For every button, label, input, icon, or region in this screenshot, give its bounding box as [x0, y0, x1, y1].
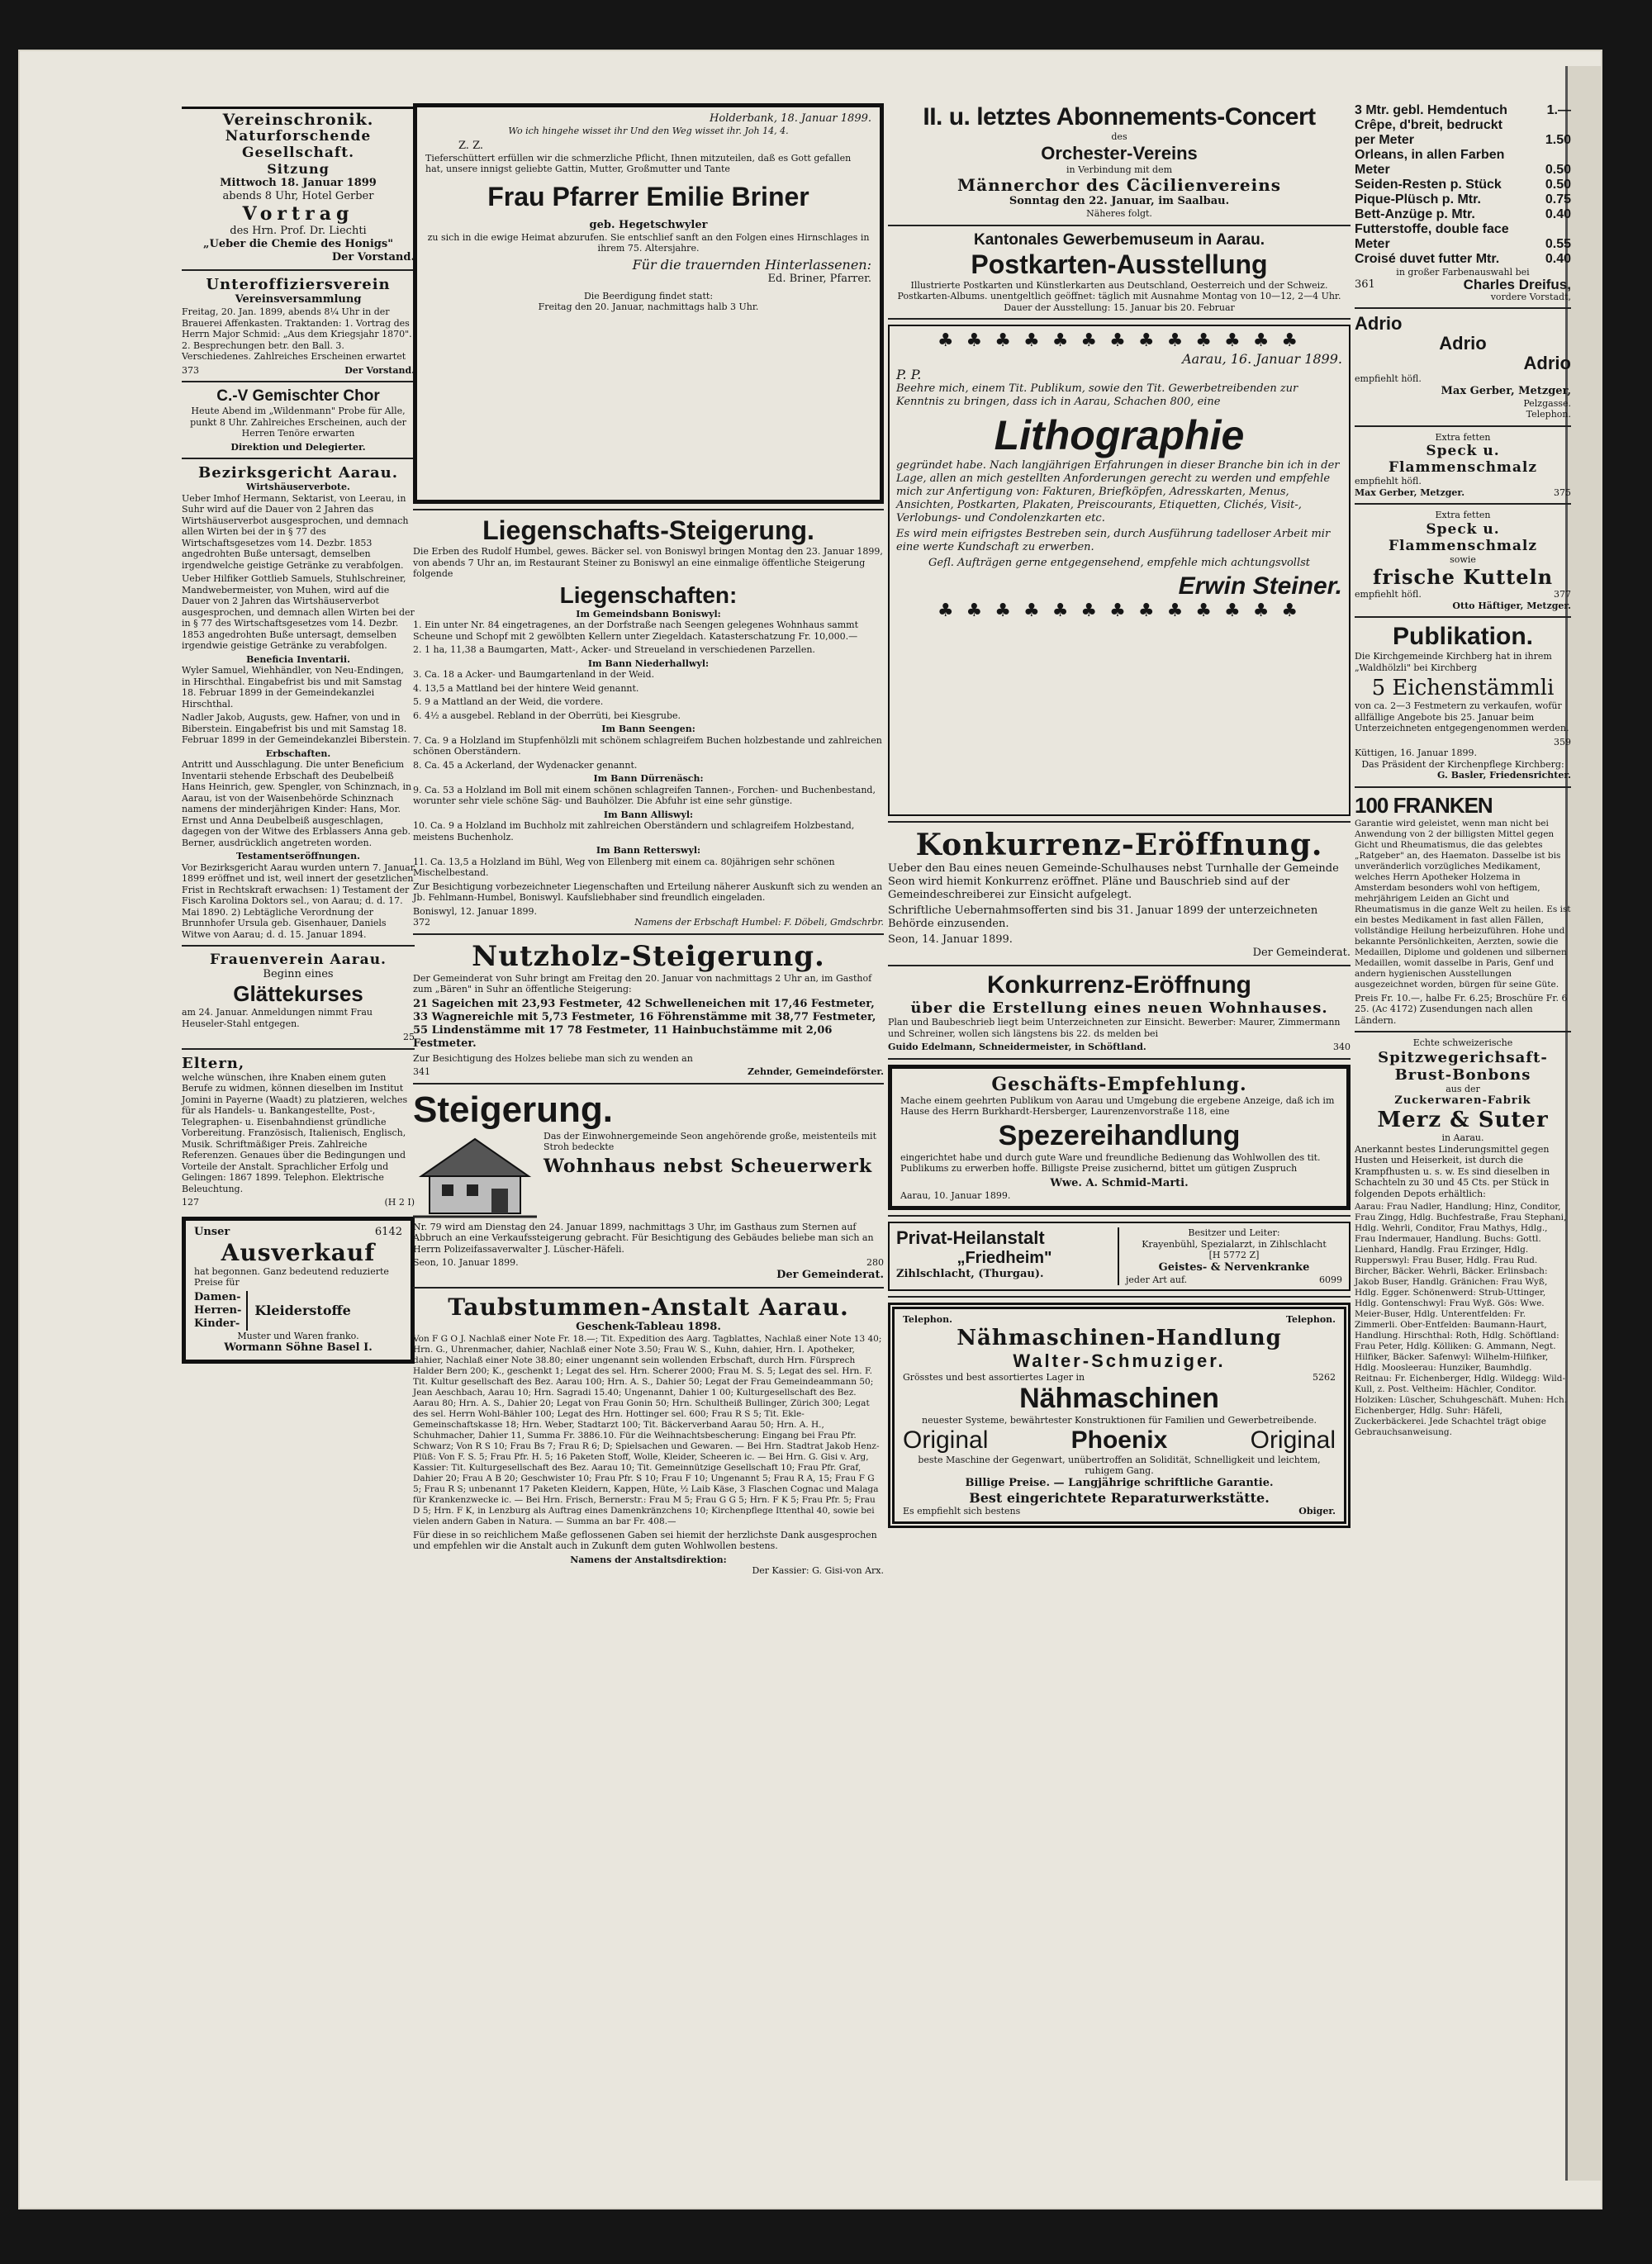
gew-title: Kantonales Gewerbemuseum in Aarau.: [974, 230, 1265, 249]
naeh-lager: Grösstes und best assortiertes Lager in: [903, 1371, 1085, 1383]
ausv-body: hat begonnen. Ganz bedeutend reduzierte Preise für: [194, 1265, 389, 1288]
lieg-outro: Zur Besichtigung vorbezeichneter Liegenschaften und Erteilung näherer Auskunft sich zu wenden an Jb. Fehlmann-Humbel, Boniswyl. Kaufsliebhaber sind freundlich eingeladen.: [413, 880, 883, 903]
lith-pp: P. P.: [896, 367, 922, 382]
todes-intro: Tieferschüttert erfüllen wir die schmerzliche Pflicht, Ihnen mitzuteilen, daß es Gott gefallen hat, unsere innigst geliebte Gattin, Mutter, Großmutter und Tante: [425, 152, 852, 174]
unteroffiziers-sign: Der Vorstand.: [344, 364, 415, 376]
konk2-sub: über die Erstellung eines neuen Wohnhauses.: [910, 999, 1328, 1017]
adrio-ad: [1355, 314, 1571, 373]
naeh-systems: neuester Systeme, bewährtester Konstruktionen für Familien und Gewerbetreibende.: [922, 1415, 1317, 1426]
naeh-sign: Obiger.: [1298, 1505, 1336, 1516]
naeh-orig2: Original: [1250, 1426, 1336, 1454]
ausv-firm: Wormann Söhne Basel I.: [224, 1341, 373, 1354]
naeh-sub: Nähmaschinen: [1019, 1383, 1219, 1414]
spitz-in: in Aarau.: [1441, 1132, 1484, 1143]
publ-num: 359: [1554, 736, 1571, 748]
wirts-body2: Ueber Hilfiker Gottlieb Samuels, Stuhlschreiner, Mandwebermeister, von Muhen, wird auf die Dauer von 2 Jahren das Wirtshäuserverbot ausgesprochen, und demnach allen Wirten bei der in § 77 des Wirtschaftsgesetzes vom 14. Dezbr. 1853 angedrohten Buße untersagt, demselben irgendwie geistige Getränke zu verabfolgen.: [182, 573, 415, 651]
frauen-kurs: Glättekurses: [233, 981, 363, 1006]
benef-body1: Wyler Samuel, Wiehhändler, von Neu-Endingen, in Hirschthal. Eingabefrist bis und mit Samstag 18. Februar 1899 in der Gemeindekanzlei Hirschthal.: [182, 665, 405, 710]
heil-jeder: jeder Art auf.: [1126, 1274, 1188, 1285]
tuch-item-2: per Meter: [1355, 133, 1415, 147]
adrio-tel: Telephon.: [1526, 409, 1571, 420]
tuch-item-1: Crêpe, d'breit, bedruckt: [1355, 118, 1502, 132]
lieg-item-4: 4. 13,5 a Mattland bei der hintere Weid genannt.: [413, 682, 639, 694]
abon-verb: in Verbindung mit dem: [1066, 164, 1173, 175]
speck1-sign: Max Gerber, Metzger.: [1355, 486, 1465, 498]
todes-initials: Z. Z.: [458, 139, 484, 152]
naturforschende-sitzung: Sitzung: [267, 161, 330, 177]
tuch-item-7: Bett-Anzüge p. Mtr.: [1355, 207, 1475, 221]
konk1-body: Ueber den Bau eines neuen Gemeinde-Schulhauses nebst Turnhalle der Gemeinde Seon wird hiemit Konkurrenz eröffnet. Pläne und Bauschrieb sind auf der Gemeindeschreiberei zur Einsicht aufgelegt.: [888, 862, 1339, 901]
lieg-sign: Namens der Erbschaft Humbel: F. Döbeli, Gmdschrbr.: [634, 917, 884, 928]
heil-name: „Friedheim": [957, 1249, 1052, 1267]
todes-name: Frau Pfarrer Emilie Briner: [487, 181, 809, 211]
heilanstalt-ad: [888, 1222, 1351, 1291]
speck1-title: Speck u. Flammenschmalz: [1388, 443, 1538, 476]
fr-body: Garantie wird geleistet, wenn man nicht bei Anwendung von 2 der billigsten Mittel gegen Gicht und Rheumatismus, die das gelebtes „Ratgeber" an, des Haematon. Dasselbe ist bis unveränderlich vorzügliches Medikament, welches Herrn Apotheker Holzema in Amsterdam besonders wohl von heftigem, mehrjährigem Leiden an Gicht und Rheumatismus in die ganze Welt zu heilen. Es ist ein bestes Medikament in fast allen Fällen, vollständige Heilung herbeizuführen. Hohe und bekannte Persönlichkeiten, Aerzten, sowie die Medaillen, Diplome und goldenen und silbernen Medaillen, womit dasselbe in Paris, Genf und andern hygienischen Ausstellungen ausgezeichnet worden, bürgen für seine Güte.: [1355, 818, 1571, 990]
lieg-item-6: 6. 4½ a ausgebel. Rebland in der Oberrüti, bei Kiesgrube.: [413, 710, 681, 721]
test-title: Testamentseröffnungen.: [236, 851, 360, 861]
tuch-num: 361: [1355, 278, 1375, 291]
gesch-title: Geschäfts-Empfehlung.: [991, 1073, 1247, 1095]
tuch-item-3: Orleans, in allen Farben: [1355, 148, 1505, 162]
heil-doc: Krayenbühl, Spezialarzt, in Zihlschlacht: [1142, 1238, 1327, 1250]
konk2-title: Konkurrenz-Eröffnung: [987, 971, 1251, 999]
lieg-item-10: 10. Ca. 9 a Holzland im Buchholz mit zahlreichen Oberständern und schlagreifem Holzbestand, meistens Buchenholz.: [413, 820, 855, 842]
publ-sub: 5 Eichenstämmli: [1371, 676, 1555, 700]
konk1-sign: Der Gemeinderat.: [1252, 947, 1351, 959]
adrio-2: Adrio: [1439, 333, 1487, 354]
spitz-aus: aus der: [1446, 1083, 1480, 1094]
speck2-num: 377: [1554, 589, 1571, 600]
ausv-item-damen: Damen-: [194, 1290, 241, 1303]
column-1: [182, 103, 415, 1364]
todes-verse: Wo ich hingehe wisset ihr Und den Weg wisset ihr. Joh 14, 4.: [508, 126, 789, 136]
column-2: [413, 103, 884, 1577]
wirts-body1: Ueber Imhof Hermann, Sektarist, von Leerau, in Suhr wird auf die Dauer von 2 Jahren das Wirtshäuserverbot ausgesprochen, und demnach allen Wirten bei der in § 77 des Wirtschaftsgesetzes vom 14. Dezbr. 1853 angedrohten Buße untersagt, demselben irgendwelche geistige Getränke zu verabfolgen.: [182, 492, 409, 571]
taub-sign1: Namens der Anstaltsdirektion:: [570, 1554, 727, 1565]
erb-title: Erbschaften.: [265, 748, 331, 759]
adrio-3: Adrio: [1523, 353, 1571, 373]
adrio-addr: Pelzgasse.: [1523, 397, 1571, 409]
tuch-price-0: 1.—: [1546, 103, 1571, 117]
spitz-fabrik: Zuckerwaren-Fabrik: [1394, 1094, 1531, 1107]
lieg-item-8: 8. Ca. 45 a Ackerland, der Wydenacker genannt.: [413, 759, 638, 771]
adrio-empf: empfiehlt höfl.: [1355, 373, 1422, 384]
naehmaschinen-ad: [888, 1303, 1351, 1528]
lieg-intro: Die Erben des Rudolf Humbel, gewes. Bäcker sel. von Boniswyl bringen Montag den 23. Januar 1899, von abends 7 Uhr an, im Restaurant Steiner zu Boniswyl an eine einmalige öffentliche Steigerung folgende: [413, 546, 883, 579]
wirts-title: Wirtshäuserverbote.: [246, 482, 350, 492]
lith-sign: Erwin Steiner.: [1178, 572, 1342, 600]
steig-body: Nr. 79 wird am Dienstag den 24. Januar 1899, nachmittags 3 Uhr, im Gasthaus zum Sternen auf Abbruch an eine Verkaufssteigerung gebracht. Für Besichtigung des Gebäudes beliebe man sich an Herrn Polizeifassaverwalter J. Lüscher-Häfeli.: [413, 1221, 874, 1255]
lieg-bann1: Im Gemeindsbann Boniswyl:: [576, 608, 721, 619]
naturforschende-title: Naturforschende Gesellschaft.: [225, 128, 372, 161]
unteroffiziers-body: Freitag, 20. Jan. 1899, abends 8¼ Uhr in der Brauerei Affenkasten. Traktanden: 1. Vortrag des Herrn Major Schmid: „Aus dem Kriegsjahr 1870". 2. Besprechungen betr. den Ball. 3. Verschiedenes. Zahlreiches Erscheinen erwartet: [182, 306, 412, 362]
tuch-firm: Charles Dreifus,: [1463, 276, 1571, 292]
nutz-body: Der Gemeinderat von Suhr bringt am Freitag den 20. Januar von nachmittags 2 Uhr an, im Gasthof zum „Bären" in Suhr an öffentliche Steigerung:: [413, 972, 872, 994]
post-title: Postkarten-Ausstellung: [971, 249, 1268, 279]
ausv-title: Ausverkauf: [221, 1238, 376, 1266]
naeh-phoenix-desc: beste Maschine der Gegenwart, unübertroffen an Solidität, Schnelligkeit und leichtem, ruhigem Gang.: [918, 1454, 1321, 1476]
spitz-body: Anerkannt bestes Linderungsmittel gegen Husten und Heiserkeit, ist durch die Krampfhusten u. s. w. Es sind dieselben in Schachteln zu 30 und 45 Cts. per Stück in folgenden Depots erhältlich:: [1355, 1143, 1550, 1199]
naeh-num: 5262: [1313, 1371, 1336, 1383]
gesch-intro: Mache einem geehrten Publikum von Aarau und Umgebung die ergebene Anzeige, daß ich im Hause des Herrn Burkhardt-Hersberger, Laurenzenvorstraße 118, eine: [900, 1094, 1335, 1117]
eltern-ref: (H 2 I): [384, 1197, 415, 1208]
naturforschende-sign: Der Vorstand.: [331, 251, 415, 263]
lieg-item-9: 9. Ca. 53 a Holzland im Boll mit einem schönen schlagreifen Tannen-, Forchen- und Buchenbestand, worunter sehr viele schöne Säg- und Bauhölzer. Die Abfuhr ist eine sehr günstige.: [413, 784, 876, 806]
naeh-empf: Es empfiehlt sich bestens: [903, 1505, 1021, 1516]
heil-kranke: Geistes- & Nervenkranke: [1158, 1260, 1310, 1274]
steig-date: Seon, 10. Januar 1899.: [413, 1257, 519, 1268]
tuch-price-2: 1.50: [1545, 133, 1571, 147]
publ-title: Publikation.: [1392, 623, 1533, 650]
nutz-outro: Zur Besichtigung des Holzes beliebe man sich zu wenden an: [413, 1052, 693, 1064]
steig-intro: Das der Einwohnergemeinde Seon angehörende große, meistenteils mit Stroh bedeckte: [544, 1130, 876, 1152]
lith-body3: Gefl. Aufträgen gerne entgegensehend, empfehle mich achtungsvollst: [928, 557, 1311, 569]
konk1-body2: Schriftliche Uebernahmsofferten sind bis 31. Januar 1899 der unterzeichneten Behörde einzusenden.: [888, 904, 1318, 930]
spitz-title2: Brust-Bonbons: [1394, 1066, 1531, 1084]
todes-body: zu sich in die ewige Heimat abzurufen. Sie entschlief sanft an den Folgen eines Hirnschlages in ihrem 75. Altersjahre.: [427, 231, 870, 254]
column-4: [1355, 103, 1571, 1441]
naeh-preise: Billige Preise. — Langjährige schriftliche Garantie.: [965, 1476, 1274, 1489]
naeh-tel2: Telephon.: [1286, 1314, 1336, 1325]
adrio-1: Adrio: [1355, 313, 1403, 334]
lieg-item-7: 7. Ca. 9 a Holzland im Stupfenhölzli mit schönem schlagreifem Buchen holzbestande und zahlreichen schönen Oberständern.: [413, 734, 882, 757]
speck2-extra: Extra fetten: [1435, 510, 1491, 520]
spitz-echte: Echte schweizerische: [1412, 1037, 1513, 1048]
speck1-extra: Extra fetten: [1435, 431, 1491, 443]
farmhouse-illustration: [413, 1131, 537, 1222]
lieg-sub: Liegenschaften:: [559, 581, 738, 608]
tuch-price-6: 0.75: [1545, 192, 1571, 206]
post-body: Illustrierte Postkarten und Künstlerkarten aus Deutschland, Oesterreich und der Schweiz. Postkarten-Albums. unentgeltlich geöffnet: täglich mit Ausnahme Montag von 10—12, 2—4 Uhr. Dauer der Ausstellung: 15. Januar bis 20. Februar: [897, 279, 1341, 313]
speck2-sign: Otto Häftiger, Metzger.: [1452, 600, 1571, 611]
lith-body2: Es wird mein eifrigstes Bestreben sein, durch Ausführung tadelloser Arbeit mir eine werte Kundschaft zu erwerben.: [896, 528, 1331, 553]
ausv-item-herren: Herren-: [194, 1303, 242, 1317]
frauen-body: am 24. Januar. Anmeldungen nimmt Frau Heuseler-Stahl entgegen.: [182, 1007, 373, 1029]
fr-title: 100 FRANKEN: [1355, 792, 1493, 818]
todes-geb: geb. Hegetschwyler: [589, 218, 708, 231]
lieg-bann2: Im Bann Niederhallwyl:: [587, 657, 710, 669]
tuch-item-0: 3 Mtr. gebl. Hemdentuch: [1355, 103, 1507, 117]
tuch-item-8: Futterstoffe, double face: [1355, 222, 1509, 236]
lith-title: Lithographie: [994, 412, 1245, 458]
tuch-price-10: 0.40: [1545, 252, 1571, 266]
ausv-num: 6142: [374, 1225, 402, 1238]
ausv-unser: Unser: [194, 1225, 230, 1238]
benef-title: Beneficia Inventarii.: [246, 653, 350, 665]
todes-sign: Ed. Briner, Pfarrer.: [767, 272, 871, 285]
publ-date: Küttigen, 16. Januar 1899.: [1355, 748, 1477, 758]
lieg-title: Liegenschafts-Steigerung.: [482, 515, 814, 545]
naturforschende-topic: „Ueber die Chemie des Honigs": [203, 238, 393, 250]
frauen-title: Frauenverein Aarau.: [210, 952, 387, 968]
konk2-num: 340: [1333, 1042, 1351, 1052]
naturforschende-date: Mittwoch 18. Januar 1899: [220, 177, 377, 189]
todes-beerd-date: Freitag den 20. Januar, nachmittags halb 3 Uhr.: [538, 301, 759, 312]
eltern-body: welche wünschen, ihre Knaben einem guten Berufe zu widmen, können dieselben im Institut Jomini in Payerne (Waadt) zu platzieren, welches für als Handels- u. Bankangestellte, Post-, Telegraphen- u. Eisenbahndienst gründliche Vorbereitung. Französisch, Italienisch, Englisch, Musik. Schriftmäßiger Preis. Zahlreiche Referenzen. Genaues über die Bedingungen und Vorteile der Anstalt. Sprachlicher Erfolg und Gelingen: 1867 1899. Telephon. Elektrische Beleuchtung.: [182, 1071, 408, 1194]
naturforschende-time: abends 8 Uhr, Hotel Gerber: [222, 190, 374, 202]
tuch-price-list: [1355, 103, 1571, 267]
abon-orch: Orchester-Vereins: [1041, 142, 1198, 164]
ausv-item-kinder: Kinder-: [194, 1317, 240, 1330]
todes-date: Holderbank, 18. Januar 1899.: [710, 112, 871, 125]
lieg-num: 372: [413, 917, 430, 928]
konk2-body: Plan und Baubeschrieb liegt beim Unterzeichneten zur Einsicht. Bewerber: Maurer, Zimmermann und Schreiner, wollen sich längstens bis 22. ds melden bei: [888, 1017, 1341, 1039]
abon-naeh: Näheres folgt.: [1086, 208, 1152, 219]
ausverkauf-ad: [182, 1217, 415, 1365]
clover-ornament-bottom: ♣ ♣ ♣ ♣ ♣ ♣ ♣ ♣ ♣ ♣ ♣ ♣ ♣: [937, 600, 1302, 621]
adrio-sign: Max Gerber, Metzger,: [1441, 384, 1571, 397]
publ-body: Die Kirchgemeinde Kirchberg hat in ihrem „Waldhölzli" bei Kirchberg: [1355, 651, 1552, 673]
lieg-bann6: Im Bann Retterswyl:: [596, 845, 701, 856]
konk1-date: Seon, 14. Januar 1899.: [888, 933, 1013, 946]
lieg-bann4: Im Bann Dürrenäsch:: [593, 773, 704, 784]
heil-num: 6099: [1319, 1274, 1342, 1285]
lieg-date: Boniswyl, 12. Januar 1899.: [413, 905, 538, 917]
abon-title: II. u. letztes Abonnements-Concert: [923, 103, 1316, 131]
unteroffiziers-title: Unteroffiziersverein: [206, 276, 391, 293]
column-3: [888, 103, 1351, 1528]
speck2-empf: empfiehlt höfl.: [1355, 589, 1422, 600]
chor-body: Heute Abend im „Wildenmann" Probe für Alle, punkt 8 Uhr. Zahlreiches Erscheinen, auch der Herren Tenöre erwarten: [190, 406, 406, 439]
vereinschronik-heading: Vereinschronik.: [222, 111, 374, 129]
test-body: Vor Bezirksgericht Aarau wurden untern 7. Januar 1899 eröffnet und ist, weil innert der gesetzlichen Frist in Rechtskraft erwachsen: 1) Testament der Fisch Karolina Doktors sel., von Aarau; d. d. 17. Mai 1890. 2) Lebtägliche Verordnung der Brunnhofer Ursula geb. Gisenhauer, Daniels Witwe von Aarau; d. d. 15. Januar 1894.: [182, 861, 415, 940]
taub-title: Taubstummen-Anstalt Aarau.: [448, 1293, 849, 1321]
lieg-item-3: 3. Ca. 18 a Acker- und Baumgartenland in der Weid.: [413, 669, 655, 680]
taub-sub: Geschenk-Tableau 1898.: [576, 1320, 721, 1333]
taub-outro: Für diese in so reichlichem Maße geflossenen Gaben sei hiemit der herzlichste Dank ausgesprochen und empfehlen wir die Anstalt auch in Zukunft dem guten Wohlwollen bestens.: [413, 1529, 877, 1551]
nutz-title: Nutzholz-Steigerung.: [472, 939, 825, 973]
gesch-date: Aarau, 10. Januar 1899.: [900, 1189, 1011, 1201]
geschaefts-empfehlung-ad: [888, 1065, 1351, 1211]
eltern-title: Eltern,: [182, 1054, 245, 1072]
heil-place: Zihlschlacht, (Thurgau).: [896, 1268, 1044, 1280]
lieg-item-11: 11. Ca. 13,5 a Holzland im Bühl, Weg von Ellenberg mit einem ca. 80jährigen sehr schönen Mischelbestand.: [413, 856, 835, 878]
frauen-num: 25: [403, 1032, 415, 1042]
unteroffiziers-num: 373: [182, 364, 199, 376]
clover-ornament-top: ♣ ♣ ♣ ♣ ♣ ♣ ♣ ♣ ♣ ♣ ♣ ♣ ♣: [937, 330, 1302, 351]
tuch-item-5: Seiden-Resten p. Stück: [1355, 178, 1502, 192]
todes-trauer: Für die trauernden Hinterlassenen:: [632, 256, 871, 273]
lieg-item-2: 2. 1 ha, 11,38 a Baumgarten, Matt-, Acker- und Streueland in verschiedenen Parzellen.: [413, 644, 815, 655]
publ-sign2: G. Basler, Friedensrichter.: [1437, 770, 1571, 781]
naeh-werk: Best eingerichtete Reparaturwerkstätte.: [969, 1489, 1270, 1506]
nutz-sign: Zehnder, Gemeindeförster.: [747, 1066, 884, 1077]
tuch-price-4: 0.50: [1545, 163, 1571, 177]
naeh-orig1: Original: [903, 1426, 989, 1454]
gesch-sub: Spezereihandlung: [998, 1119, 1241, 1151]
nutz-items: 21 Sageichen mit 23,93 Festmeter, 42 Schwelleneichen mit 17,46 Festmeter, 33 Wagnereichle mit 5,73 Festmeter, 16 Föhrenstämme mit 38,77 Festmeter, 55 Lindenstämme mit 17 78 Festmeter, 11 Hainbuchstämme mit 2,06 Festmeter.: [413, 997, 876, 1050]
ausv-muster: Muster und Waren franko.: [237, 1330, 359, 1341]
gesch-body: eingerichtet habe und durch gute Ware und freundliche Bedienung das Wohlwollen des tit. Publikums zu erwerben hoffe. Billigste Preise zusichernd, bittet um gütigen Zuspruch: [900, 1151, 1321, 1174]
speck1-empf: empfiehlt höfl.: [1355, 476, 1422, 486]
steig-sub: Wohnhaus nebst Scheuerwerk: [544, 1155, 873, 1177]
tuch-farb: in großer Farbenauswahl bei: [1396, 267, 1530, 278]
tuch-item-10: Croisé duvet futter Mtr.: [1355, 252, 1500, 266]
taub-sign2: Der Kassier: G. Gisi-von Arx.: [752, 1565, 884, 1576]
eltern-num: 127: [182, 1197, 199, 1208]
lieg-bann3: Im Bann Seengen:: [601, 724, 695, 734]
lieg-item-1: 1. Ein unter Nr. 84 eingetragenes, an der Dorfstraße nach Seengen gelegenes Wohnhaus sammt Scheune und Schopf mit 2 gewölbten Kellern unter Ziegeldach. Katasterschatzung Fr. 10,000.—: [413, 619, 858, 642]
nutz-num: 341: [413, 1066, 430, 1077]
chor-sign: Direktion und Delegierter.: [230, 441, 366, 453]
lithographie-ad: [888, 325, 1351, 816]
abon-date: Sonntag den 22. Januar, im Saalbau.: [1009, 195, 1230, 207]
steig-title: Steigerung.: [413, 1089, 614, 1130]
spitz-depots: Aarau: Frau Nadler, Handlung; Hinz, Conditor, Frau Zingg, Hdlg. Buchfestraße, Frau Stephani, Hdlg. Wehrli, Conditor, Frau Mathys, Hdlg., Frau Indermauer, Handlung. Buchs: Gottl. Lienhard, Handlg. Frau Erzinger, Hdlg. Rupperswyl: Frau Buser, Hdlg. Frau Rud. Bircher, Bäcker. Wehrli, Bäcker. Erlinsbach: Jakob Buser, Handlg. Gränichen: Frau Wyß, Hdlg. Egger. Schönenwerd: Strub-Uttinger, Hdlg. Gontenschwyl: Frau Wyß. Gös: Wwe. Meier-Buser, Hdlg. Unterentfelden: Fr. Zimmerli. Ober-Entfelden: Baumann-Haurt, Handlung. Hirschthal: Roth, Hdlg. Schöftland: Frau Peter, Hdlg. Kölliken: G. Ammann, Negt. Hilfiker, Bäcker. Safenwyl: Wilhelm-Hilfiker, Hdlg. Moosleerau: Hunziker, Baumhdlg. Reitnau: Fr. Eichenberger, Hdlg. Wildegg: Wild-Kull, z. Post. Veltheim: Hächler, Conditor. Holziken: Lüscher, Schuhgeschäft. Muhen: Hch. Eichenberger, Hdlg. Suhr: Häfeli, Zuckerbäckerei. Jede Schachtel trägt obige Gebrauchsanweisung.: [1355, 1202, 1568, 1437]
gesch-sign: Wwe. A. Schmid-Marti.: [1050, 1176, 1189, 1189]
ausv-kleider: Kleiderstoffe: [254, 1303, 351, 1318]
heil-title: Privat-Heilanstalt: [896, 1227, 1045, 1248]
konk1-title: Konkurrenz-Eröffnung.: [915, 828, 1323, 862]
lith-body: gegründet habe. Nach langjährigen Erfahrungen in dieser Branche bin ich in der Lage, allen an mich gestellten Anforderungen gerecht zu werden und empfehle mich zur Anfertigung von: Fakturen, Briefköpfen, Adresskarten, Menus, Ansichten, Postkarten, Plakaten, Preiscourants, Etiquetten, Clichés, Visit-, Verlobungs- und Condolenzkarten etc.: [896, 459, 1340, 524]
tuch-price-5: 0.50: [1545, 178, 1571, 192]
publ-body2: von ca. 2—3 Festmetern zu verkaufen, wofür allfällige Angebote bis 25. Januar beim Unterzeichneten entgegengenommen werden.: [1355, 700, 1569, 733]
fr-body2: Preis Fr. 10.—, halbe Fr. 6.25; Broschüre Fr. 6 25. (Ac 4172) Zusendungen nach allen Ländern.: [1355, 992, 1568, 1026]
speck1-num: 375: [1554, 486, 1571, 498]
taub-body: Von F G O J. Nachlaß einer Note Fr. 18.—; Tit. Expedition des Aarg. Tagblattes, Nachlaß einer Note 13 40; Hrn. G., Uhrenmacher, dahier, Nachlaß einer Note 3.50; Frau W. S., Kuhn, dahier, Hrn. I. Apotheker, dahier, Nachlaß einer Note 38.80; einer ungenannt sein wollenden Erbschaft, durch Hrn. Fürsprech Halder Bern 200; K., geschenkt 1; Legat des sel. Hrn. Scherer 2000; Frau M. S. 5; Legat des sel. Hrn. F. Tit. Kultur gesellschaft des Bez. Aarau 100; Hrn. A. S., Dahier 50; Legat der Frau Gemeindeammann 50; Jean Aeschbach, Aarau 10; Hrn. Sagradi 15.40; Ungenannt, Dahier 1 00; Kulturgesellschaft des Bez. Aarau 80; Hrn. A. S., Dahier 20; Legat von Frau Gonin 50; Hrn. Schultheiß Bullinger, Zürich 300; Legat des sel. Herrn Wohl-Bähler 100; Legat des Hrn. Hottinger sel. 600; Frau R S 5; Tit. Ekle-Gemeinschaftskasse 18; Hrn. Weber, Stadtarzt 100; Tit. Bäckerverband Aarau 50; Hrn. A. H., Schuhmacher, Dahier 11, Summa Fr. 3886.10. Für die Weihnachtsbescherung: Eingang bei Frau Pfr. Schwarz; Von R S 10; Frau Bs 7; Frau R 6; D; Spielsachen und Gewaren. — Bei Hrn. Stadtrat Jakob Henz-Plüß: Von F. S. 5; Frau Pfr. H. 5; 16 Paketen Stoff, Wolle, Kleider, Scheeren ic. — Bei Hrn. G. Gisi v. Arg, Kassier: Tit. Kulturgesellschaft des Bez. Aarau 10; Tit. Gemeinnützige Gesellschaft 10; Frau Pfr. Graf, Dahier 20; Frau A B 20; Geschwister 10; Frau Pfr. S 10; Frau F 10; Ungenannt 5; Frau R A, 15; Frau F G 5; Frau R S; unbenannt 17 Paketen Kleidern, Kappen, Hüte, ½ Laib Käse, 3 Flaschen Cognac und Malaga für Krankenzwecke ic. — Bei Hrn. Frisch, Bernerstr.: Frau M 5; Frau G G 5; Hrn. F K 5; Frau Pfr. 5; Frau D 5; Hrn. F K, in Lenzburg als Auftrag eines Damenkränzchens 10; Kirchenpflege Ittenthal 40, sowie bei vielen andern Gaben in Natura. — Summa an bar Fr. 408.—: [413, 1333, 882, 1526]
naeh-title: Nähmaschinen-Handlung: [957, 1325, 1282, 1350]
publ-sign1: Das Präsident der Kirchenpflege Kirchberg:: [1361, 758, 1564, 770]
tuch-item-4: Meter: [1355, 163, 1390, 177]
tuch-item-9: Meter: [1355, 237, 1390, 251]
todesanzeige: [413, 103, 884, 504]
tuch-price-9: 0.55: [1545, 237, 1571, 251]
naturforschende-speaker: des Hrn. Prof. Dr. Liechti: [230, 225, 367, 237]
speck2-sowie: sowie: [1450, 553, 1476, 565]
unteroffiziers-sub: Vereinsversammlung: [235, 293, 362, 306]
steig-sign: Der Gemeinderat.: [776, 1268, 884, 1281]
tuch-item-6: Pique-Plüsch p. Mtr.: [1355, 192, 1481, 206]
tuch-addr: vordere Vorstadt,: [1490, 291, 1571, 302]
abon-des: des: [1111, 131, 1127, 142]
todes-beerd: Die Beerdigung findet statt:: [583, 290, 714, 301]
heil-ref: [H 5772 Z]: [1208, 1250, 1260, 1260]
spitz-title: Spitzwegerichsaft-: [1378, 1048, 1548, 1066]
spitz-firm: Merz & Suter: [1377, 1108, 1549, 1132]
steig-num: 280: [866, 1257, 884, 1268]
chor-title: C.-V Gemischter Chor: [216, 387, 380, 405]
bezirk-title: Bezirksgericht Aarau.: [198, 464, 398, 482]
heil-besitzer: Besitzer und Leiter:: [1188, 1227, 1280, 1238]
abon-maenner: Männerchor des Cäcilienvereins: [957, 175, 1282, 195]
lith-intro: Beehre mich, einem Tit. Publikum, sowie den Tit. Gewerbetreibenden zur Kenntnis zu bringen, dass ich in Aarau, Schachen 800, eine: [896, 382, 1298, 408]
speck2-title: Speck u. Flammenschmalz: [1388, 520, 1538, 554]
naeh-tel1: Telephon.: [903, 1314, 952, 1325]
naturforschende-vortrag: Vortrag: [242, 203, 354, 225]
benef-body2: Nadler Jakob, Augusts, gew. Hafner, von und in Biberstein. Eingabefrist bis und mit Samstag 18. Februar 1899 in der Gemeindekanzlei Biberstein.: [182, 712, 411, 745]
konk2-sign: Guido Edelmann, Schneidermeister, in Schöftland.: [888, 1042, 1146, 1052]
lith-date: Aarau, 16. Januar 1899.: [1182, 351, 1342, 367]
naeh-firm: Walter-Schmuziger.: [1013, 1350, 1226, 1371]
tuch-price-7: 0.40: [1545, 207, 1571, 221]
speck2-kutteln: frische Kutteln: [1372, 565, 1554, 589]
frauen-beginn: Beginn eines: [263, 968, 334, 980]
erb-body: Antritt und Ausschlagung. Die unter Beneficium Inventarii stehende Erbschaft des Deubelbeiß Hans Heinrich, gew. Spengler, von Schinznach, in Aarau, ist von der Waisenbehörde Schinznach namens der minderjährigen Kinder: Hans, Mor. Ernst und Anna Deubelbeiß ausgeschlagen, dagegen von der Witwe des Erblassers Anna geb. Berner, ausdrücklich angetreten worden.: [182, 759, 412, 848]
lieg-bann5: Im Bann Alliswyl:: [603, 809, 694, 820]
naeh-phoenix: Phoenix: [1070, 1426, 1168, 1454]
lieg-item-5: 5. 9 a Mattland an der Weid, die vordere.: [413, 696, 604, 707]
